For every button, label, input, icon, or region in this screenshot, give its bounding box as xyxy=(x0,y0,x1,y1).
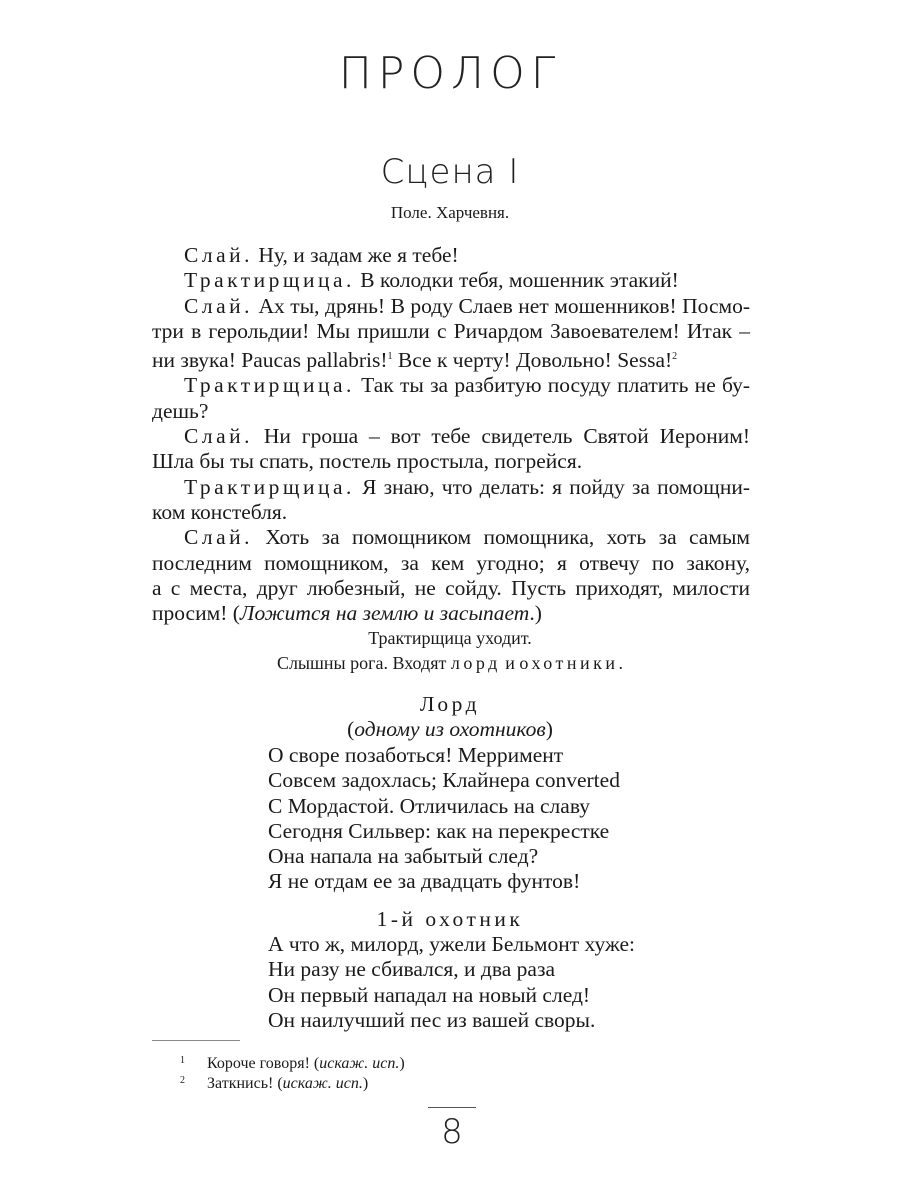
line-text: В колодки тебя, мошенник этакий! xyxy=(360,268,679,293)
footnote xyxy=(180,1071,368,1094)
direction-text: одному из охотников xyxy=(354,717,546,741)
line-text: ни звука! Paucas pallabris! xyxy=(152,348,388,373)
line-text: Так ты за разбитую посуду платить не бу- xyxy=(361,373,751,398)
line: последним помощником, за кем угодно; я отвечу по закону, xyxy=(152,550,750,575)
dialogue-text xyxy=(152,243,750,626)
line-text: Все к черту! Довольно! Sessa! xyxy=(397,348,673,373)
verse-block xyxy=(268,932,635,1033)
speaker-name: Трактирщица. xyxy=(184,474,355,499)
speaker-name: Трактирщица. xyxy=(184,268,355,293)
line-text: Я знаю, что делать: я пойду за помощни- xyxy=(362,474,751,499)
stage-text: и xyxy=(500,653,520,673)
page-number: 8 xyxy=(441,1112,463,1152)
stage-text: Слышны рога. Входят xyxy=(276,653,451,673)
line-text: Ах ты, дрянь! В роду Слаев нет мошенников! Посмо- xyxy=(258,293,751,318)
line: дешь? xyxy=(152,398,209,423)
stage-text: . xyxy=(618,653,624,673)
speaker-name: Трактирщица. xyxy=(184,373,355,398)
line-text: Ну, и задам же я тебе! xyxy=(258,243,459,267)
scene-setting: Поле. Харчевня. xyxy=(390,203,510,222)
footnote-mark: 2 xyxy=(672,351,678,363)
verse-line: Он наилучший пес из вашей своры. xyxy=(268,1007,596,1032)
verse-line: Я не отдам ее за двадцать фунтов! xyxy=(268,869,581,894)
line xyxy=(152,243,750,268)
line-text: Ни гроша – вот тебе свидетель Святой Иероним! xyxy=(263,424,751,449)
speaker-heading xyxy=(0,692,900,717)
line: ком констебля. xyxy=(152,499,288,524)
footnote-text: Короче говоря! ( xyxy=(207,1055,320,1072)
stage-direction: Трактирщица уходит. xyxy=(368,628,532,648)
verse-line: Ни разу не сбивался, и два раза xyxy=(268,957,555,982)
scene-title: Сцена I xyxy=(380,152,520,192)
footnote-note: искаж. исп. xyxy=(319,1055,400,1072)
speaker-name: Слай. xyxy=(184,243,253,267)
speaker-name: Слай. xyxy=(184,293,253,318)
speaker-name: Слай. xyxy=(184,525,253,550)
stage-text: лорд xyxy=(450,653,501,673)
verse-block xyxy=(268,743,620,895)
footnote-text: ) xyxy=(362,1075,369,1092)
line-text: Хоть за помощником помощника, хоть за самым xyxy=(265,525,751,550)
footnote-number: 1 xyxy=(180,1055,185,1066)
footnote-note: искаж. исп. xyxy=(282,1075,363,1092)
line xyxy=(152,424,750,449)
stage-text: охотники xyxy=(519,653,619,673)
line xyxy=(152,268,750,293)
verse-line: Он первый нападал на новый след! xyxy=(268,982,591,1007)
footnote-mark: 1 xyxy=(387,351,393,363)
page-number-rule xyxy=(428,1107,476,1108)
stage-direction-inline: Ложится на землю и засыпает xyxy=(239,601,530,626)
line-text: просим! ( xyxy=(152,601,240,626)
line xyxy=(152,294,750,319)
line-text: .) xyxy=(529,601,542,626)
footnote-number: 2 xyxy=(180,1075,185,1086)
speaker-name: Лорд xyxy=(419,692,481,716)
line xyxy=(152,601,750,626)
chapter-title: ПРОЛОГ xyxy=(338,48,562,99)
verse-line: Она напала на забытый след? xyxy=(268,844,539,869)
line xyxy=(152,344,750,373)
verse-line: Совсем задохлась; Клайнера converted xyxy=(268,768,620,793)
line: три в герольдии! Мы пришли с Ричардом Завоевателем! Итак – xyxy=(152,318,750,343)
line xyxy=(152,373,750,398)
verse-line: Сегодня Сильвер: как на перекрестке xyxy=(268,818,610,843)
footnote-text: ) xyxy=(399,1055,405,1072)
speaker-heading xyxy=(0,907,900,932)
line xyxy=(152,475,750,500)
stage-direction xyxy=(0,651,900,676)
speaker-direction: (одному из охотников) xyxy=(347,717,553,741)
verse-line: С Мордастой. Отличилась на славу xyxy=(268,793,590,818)
verse-line: А что ж, милорд, ужели Бельмонт хуже: xyxy=(268,932,636,956)
speaker-name: 1-й охотник xyxy=(376,907,524,931)
footnote-text: Заткнись! ( xyxy=(207,1075,283,1092)
line: а с места, друг любезный, не сойду. Пусть приходят, милости xyxy=(152,575,750,600)
line: Шла бы ты спать, постель простыла, погрейся. xyxy=(152,449,583,474)
line xyxy=(152,525,750,550)
verse-line: О своре позаботься! Мерримент xyxy=(268,743,564,767)
speaker-name: Слай. xyxy=(184,424,253,449)
footnote-divider xyxy=(152,1040,240,1041)
